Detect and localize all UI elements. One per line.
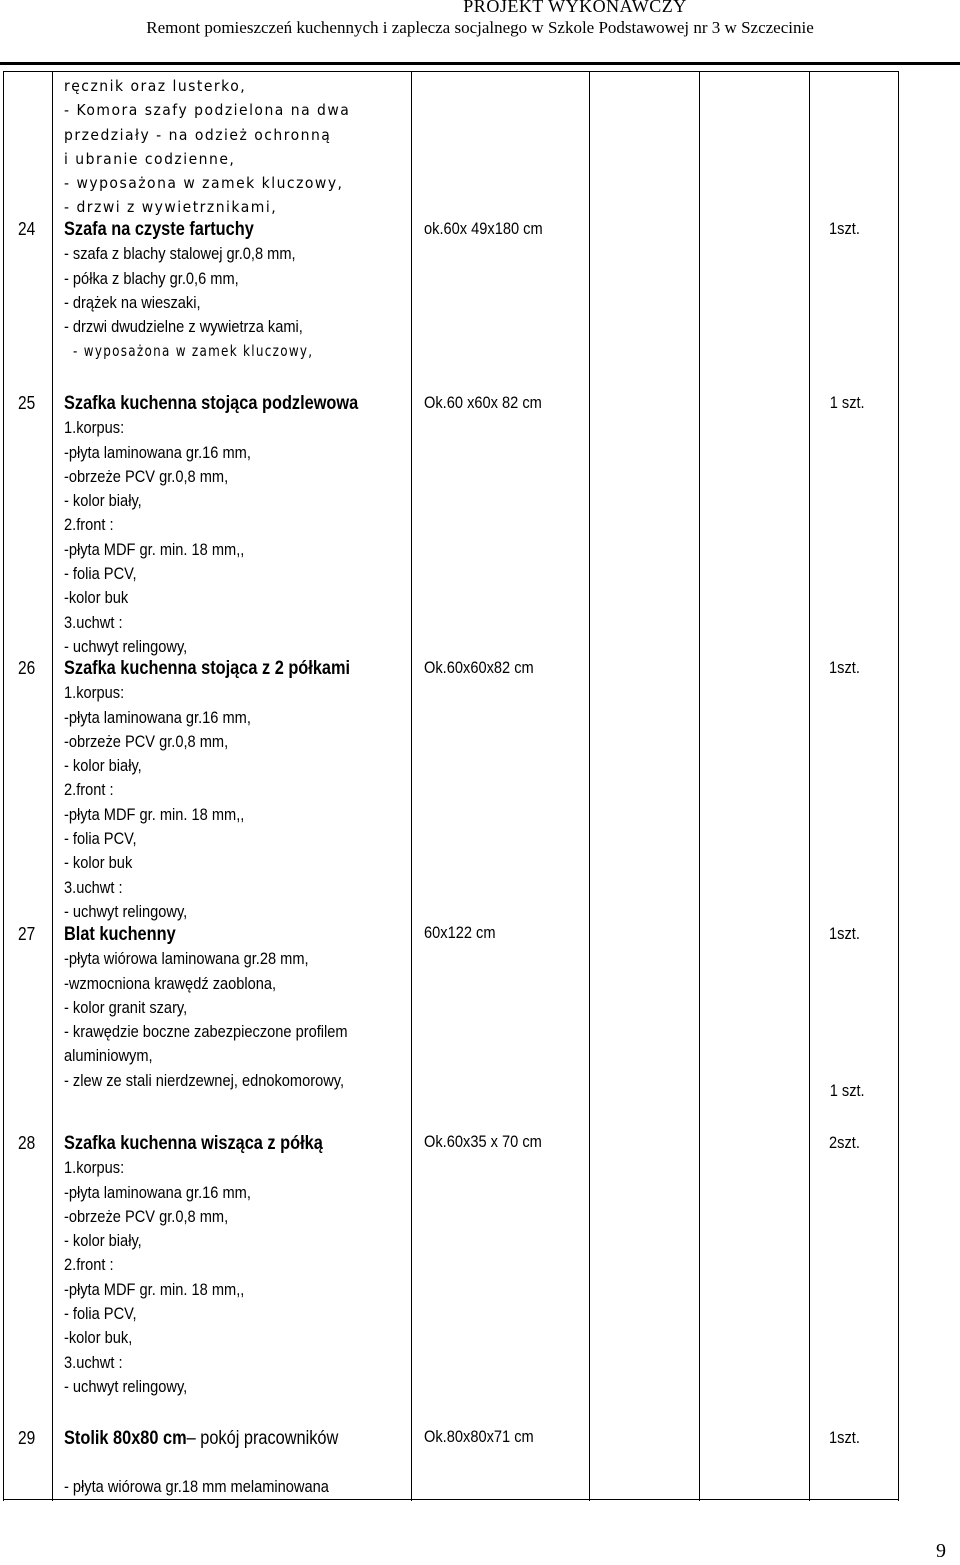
text-line: - drzwi dwudzielne z wywietrza kami, — [64, 317, 303, 337]
item-number: 26 — [18, 658, 36, 678]
table-border-left — [3, 71, 4, 1501]
text-line: -obrzeże PCV gr.0,8 mm, — [64, 731, 229, 751]
text-line: ręcznik oraz lusterko, — [64, 77, 247, 95]
table-border-right — [898, 71, 899, 1501]
text-line: -płyta MDF gr. min. 18 mm,, — [64, 1279, 245, 1299]
column-divider — [589, 71, 590, 1501]
text-line: - wyposażona w zamek kluczowy, — [64, 174, 344, 193]
text-line: 2.front : — [64, 515, 114, 535]
text-line: - Komora szafy podzielona na dwa — [64, 101, 351, 120]
text-line: i ubranie codzienne, — [64, 149, 236, 168]
text-line: -kolor buk, — [64, 1328, 133, 1348]
item-title-row — [64, 1427, 338, 1451]
text-line: -płyta laminowana gr.16 mm, — [64, 442, 251, 462]
column-divider — [699, 71, 700, 1501]
header-rule — [0, 62, 960, 65]
text-line: - folia PCV, — [64, 1304, 137, 1324]
item-quantity: 2szt. — [829, 1133, 860, 1152]
header-subtitle: Remont pomieszczeń kuchennych i zaplecza socjalnego w Szkole Podstawowej nr 3 w Szczecinie — [146, 18, 814, 37]
item-description — [64, 1132, 323, 1399]
item-description — [64, 923, 348, 1093]
text-line: 2.front : — [64, 1255, 114, 1275]
text-line: - zlew ze stali nierdzewnej, ednokomorowy, — [64, 1070, 345, 1090]
text-line: - uchwyt relingowy, — [64, 1376, 188, 1396]
text-line: - kolor biały, — [64, 1231, 142, 1251]
item-description — [64, 657, 350, 924]
text-line: 1.korpus: — [64, 683, 125, 703]
item-description — [64, 392, 358, 659]
item-title-rest: – pokój pracowników — [186, 1428, 339, 1449]
item-number: 29 — [18, 1428, 36, 1448]
item-title: Szafka kuchenna stojąca z 2 półkami — [64, 658, 351, 679]
item-title: Szafka kuchenna wisząca z półką — [64, 1133, 323, 1154]
text-line: -wzmocniona krawędź zaoblona, — [64, 973, 277, 993]
text-line: 2.front : — [64, 780, 114, 800]
item-dimensions: Ok.60 x60x 82 cm — [424, 393, 542, 412]
item-number: 28 — [18, 1133, 36, 1153]
page-number: 9 — [936, 1540, 946, 1562]
text-line: przedziały - na odzież ochronną — [64, 125, 332, 144]
item-number: 25 — [18, 393, 36, 413]
text-line: -płyta MDF gr. min. 18 mm,, — [64, 539, 245, 559]
table-border-top — [3, 71, 899, 72]
text-line: - półka z blachy gr.0,6 mm, — [64, 268, 239, 288]
item-dimensions: Ok.60x35 x 70 cm — [424, 1132, 542, 1151]
text-line: - kolor granit szary, — [64, 997, 188, 1017]
column-divider — [52, 71, 53, 1501]
item-number: 27 — [18, 924, 36, 944]
text-line: aluminiowym, — [64, 1046, 153, 1066]
text-line: - płyta wiórowa gr.18 mm melaminowana — [64, 1477, 329, 1497]
text-line: 3.uchwt : — [64, 612, 123, 632]
item-dimensions: ok.60x 49x180 cm — [424, 219, 543, 238]
item-quantity: 1szt. — [829, 219, 860, 238]
text-line: - uchwyt relingowy, — [64, 636, 188, 656]
text-line: - folia PCV, — [64, 564, 137, 584]
text-line: -płyta wiórowa laminowana gr.28 mm, — [64, 949, 309, 969]
text-line: - uchwyt relingowy, — [64, 901, 188, 921]
text-line: -płyta laminowana gr.16 mm, — [64, 1182, 251, 1202]
text-line: -płyta MDF gr. min. 18 mm,, — [64, 804, 245, 824]
text-line: - drzwi z wywietrznikami, — [64, 198, 278, 217]
text-line: - kolor biały, — [64, 491, 142, 511]
text-line: 1.korpus: — [64, 1158, 125, 1178]
column-divider — [411, 71, 412, 1501]
item-title: Szafka kuchenna stojąca podzlewowa — [64, 393, 359, 414]
text-line: - kolor buk — [64, 853, 133, 873]
item-dimensions: Ok.60x60x82 cm — [424, 658, 534, 677]
item-quantity: 1szt. — [829, 924, 860, 943]
item-title: Szafa na czyste fartuchy — [64, 219, 254, 240]
text-line: - wyposażona w zamek kluczowy, — [73, 342, 314, 361]
text-line: - drążek na wieszaki, — [64, 292, 201, 312]
text-line: -obrzeże PCV gr.0,8 mm, — [64, 466, 229, 486]
item-quantity: 1szt. — [829, 1428, 860, 1447]
text-line: 3.uchwt : — [64, 877, 123, 897]
item-title: Stolik 80x80 cm — [64, 1428, 187, 1449]
item-title: Blat kuchenny — [64, 924, 176, 945]
column-divider — [809, 71, 810, 1501]
item-number: 24 — [18, 219, 36, 239]
text-line: 3.uchwt : — [64, 1352, 123, 1372]
item-dimensions: Ok.80x80x71 cm — [424, 1427, 534, 1446]
text-line: - kolor biały, — [64, 756, 142, 776]
item-description — [64, 218, 322, 364]
item-quantity-secondary: 1 szt. — [830, 1081, 865, 1100]
text-line: - folia PCV, — [64, 829, 137, 849]
continuation-text — [64, 74, 350, 220]
text-line: -kolor buk — [64, 588, 129, 608]
text-line: 1.korpus: — [64, 418, 125, 438]
text-line: - krawędzie boczne zabezpieczone profilem — [64, 1022, 348, 1042]
header-title: PROJEKT WYKONAWCZY — [463, 0, 687, 16]
text-line: - szafa z blachy stalowej gr.0,8 mm, — [64, 244, 296, 264]
item-dimensions: 60x122 cm — [424, 923, 496, 942]
item-quantity: 1 szt. — [830, 393, 865, 412]
text-line: -obrzeże PCV gr.0,8 mm, — [64, 1206, 229, 1226]
text-line: -płyta laminowana gr.16 mm, — [64, 707, 251, 727]
item-quantity: 1szt. — [829, 658, 860, 677]
item-description — [64, 1427, 338, 1500]
